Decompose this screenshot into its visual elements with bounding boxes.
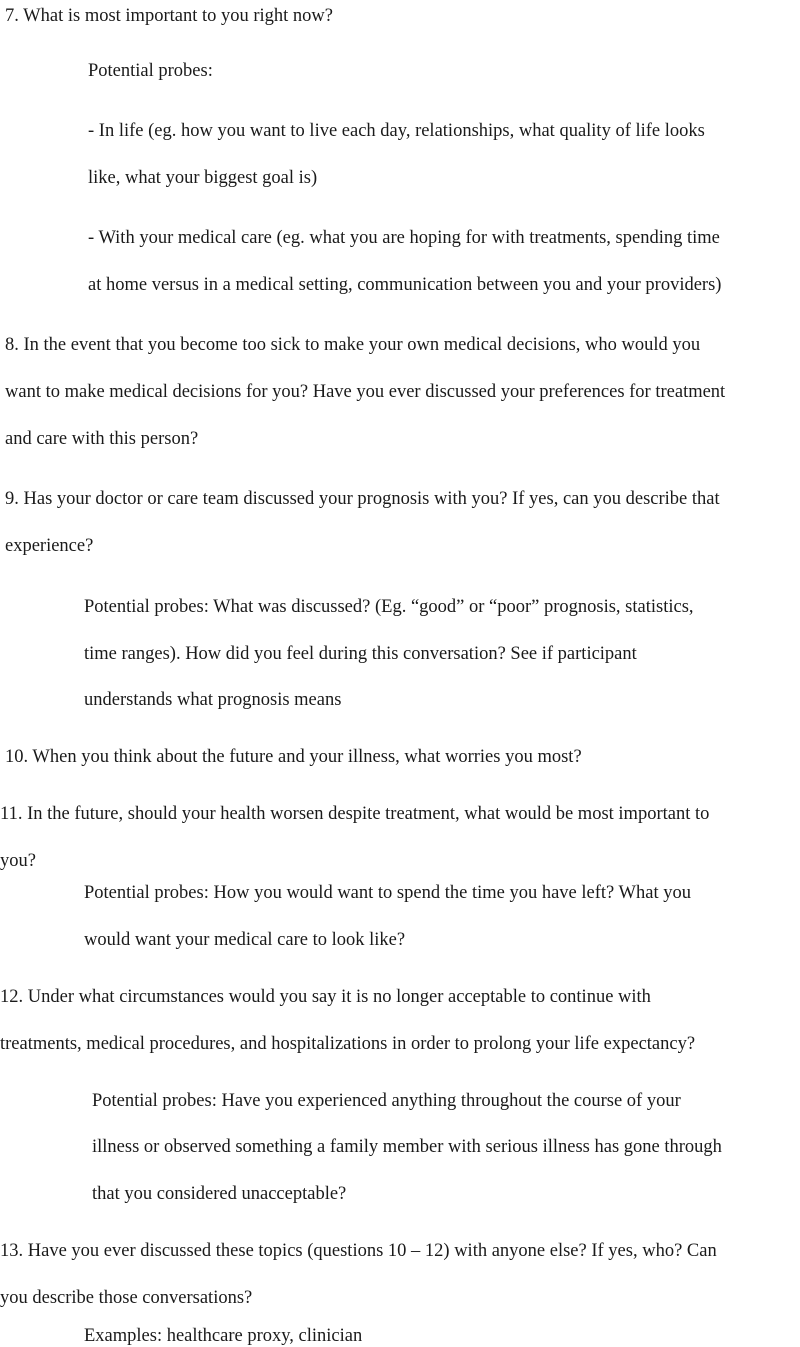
question-9-line-2: experience? <box>5 536 94 556</box>
question-12-line-1: 12. Under what circumstances would you say it is no longer acceptable to continue with <box>0 987 651 1007</box>
question-7-probes-label: Potential probes: <box>88 61 213 81</box>
question-9-probe-line-1: Potential probes: What was discussed? (Eg. “good” or “poor” prognosis, statistics, <box>84 597 694 617</box>
question-7-probe-life-line-2: like, what your biggest goal is) <box>88 168 318 188</box>
question-12-probe-line-2: illness or observed something a family member with serious illness has gone through <box>92 1137 722 1157</box>
question-11-probe-line-2: would want your medical care to look like? <box>84 930 406 950</box>
question-8-line-1: 8. In the event that you become too sick to make your own medical decisions, who would you <box>5 335 701 355</box>
question-8-line-2: want to make medical decisions for you? Have you ever discussed your preferences for treatment <box>5 382 726 402</box>
question-13-line-2: you describe those conversations? <box>0 1288 253 1308</box>
question-13-examples: Examples: healthcare proxy, clinician <box>84 1326 363 1346</box>
question-7-probe-care-line-1: - With your medical care (eg. what you are hoping for with treatments, spending time <box>88 228 720 248</box>
question-11-probe-line-1: Potential probes: How you would want to spend the time you have left? What you <box>84 883 691 903</box>
question-10-line-1: 10. When you think about the future and your illness, what worries you most? <box>5 747 582 767</box>
question-7-text: 7. What is most important to you right now? <box>5 6 334 26</box>
question-12-probe-line-3: that you considered unacceptable? <box>92 1184 347 1204</box>
question-11-line-2: you? <box>0 851 36 871</box>
question-12-line-2: treatments, medical procedures, and hospitalizations in order to prolong your life expectancy? <box>0 1034 696 1054</box>
question-9-line-1: 9. Has your doctor or care team discussed your prognosis with you? If yes, can you describe that <box>5 489 720 509</box>
question-11-line-1: 11. In the future, should your health worsen despite treatment, what would be most important to <box>0 804 710 824</box>
question-8-line-3: and care with this person? <box>5 429 199 449</box>
question-13-line-1: 13. Have you ever discussed these topics (questions 10 – 12) with anyone else? If yes, who? Can <box>0 1241 717 1261</box>
question-7-probe-life-line-1: - In life (eg. how you want to live each day, relationships, what quality of life looks <box>88 121 705 141</box>
question-7-probe-care-line-2: at home versus in a medical setting, communication between you and your providers) <box>88 275 722 295</box>
question-12-probe-line-1: Potential probes: Have you experienced anything throughout the course of your <box>92 1091 681 1111</box>
question-9-probe-line-2: time ranges). How did you feel during this conversation? See if participant <box>84 644 637 664</box>
question-9-probe-line-3: understands what prognosis means <box>84 690 342 710</box>
